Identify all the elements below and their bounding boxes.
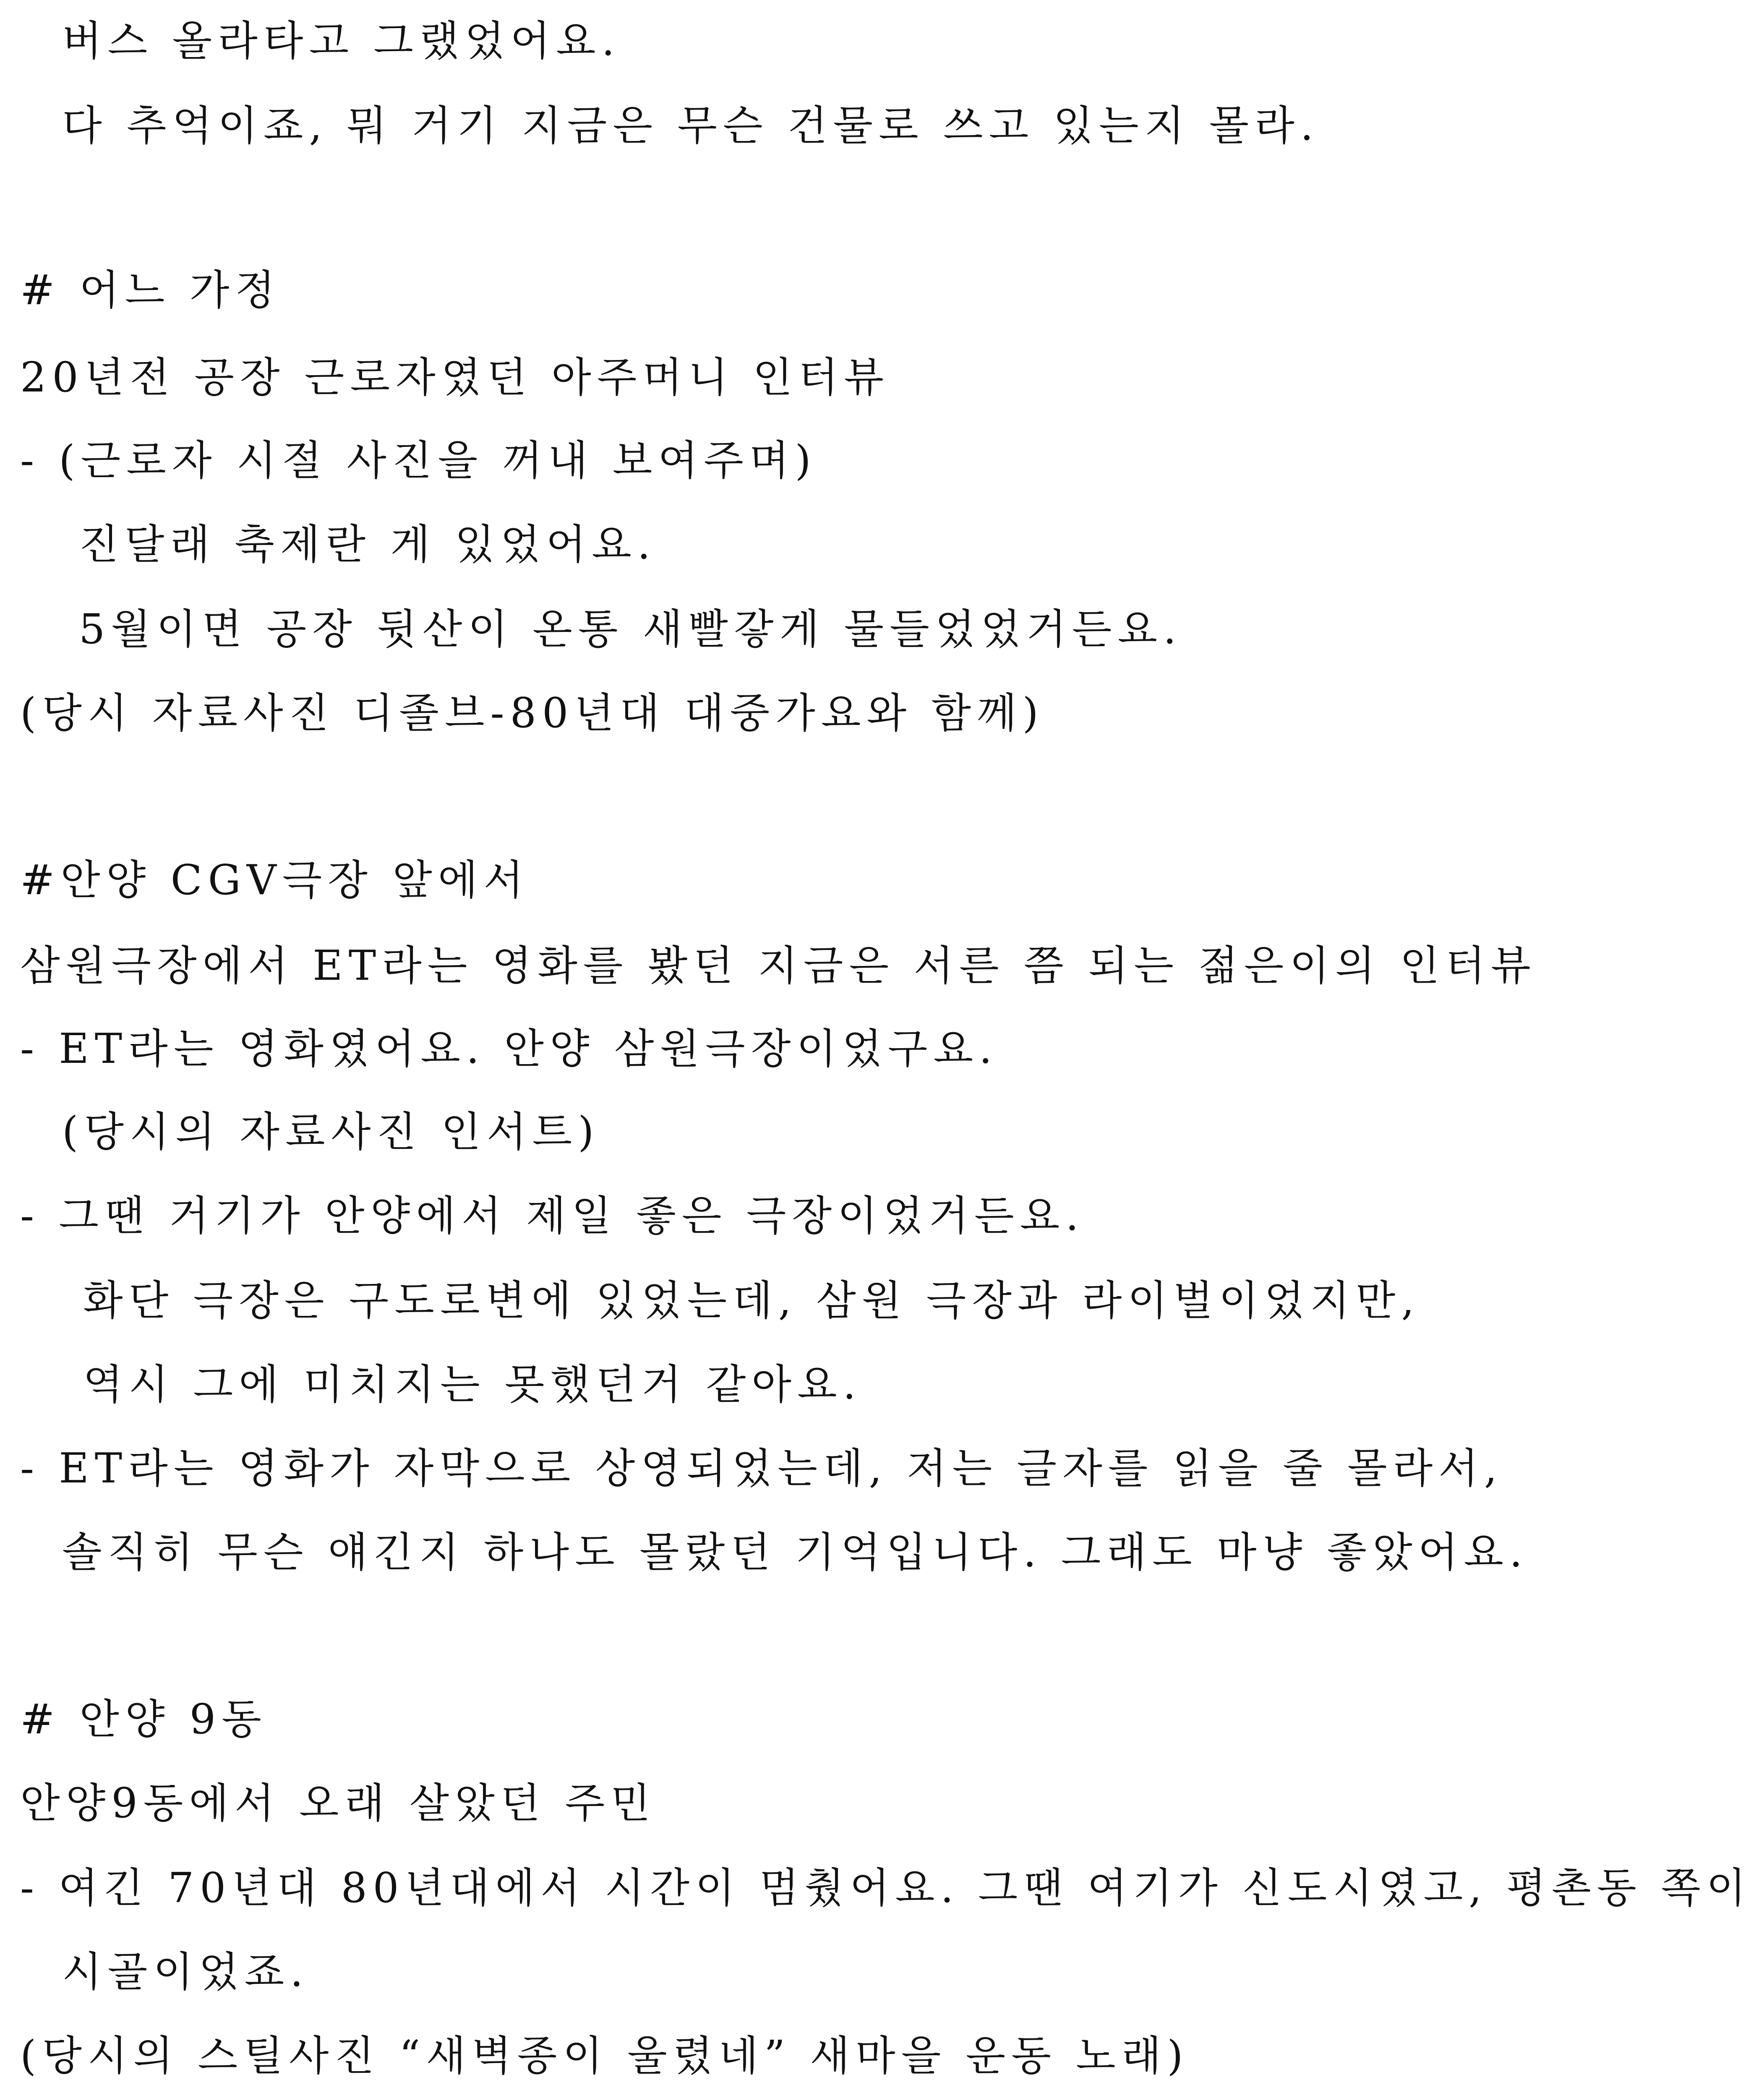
text-line: - 그땐 거기가 안양에서 제일 좋은 극장이었거든요. xyxy=(20,1192,1085,1240)
text-line: 삼원극장에서 ET라는 영화를 봤던 지금은 서른 쯤 되는 젊은이의 인터뷰 xyxy=(20,942,1537,990)
text-line: 버스 올라타고 그랬었어요. xyxy=(62,17,621,65)
section-heading: #안양 CGV극장 앞에서 xyxy=(20,856,530,904)
text-line: 5월이면 공장 뒷산이 온통 새빨갛게 물들었었거든요. xyxy=(79,605,1182,653)
text-line: 진달래 축제란 게 있었어요. xyxy=(79,521,656,569)
text-line: 솔직히 무슨 얘긴지 하나도 몰랐던 기억입니다. 그래도 마냥 좋았어요. xyxy=(62,1529,1529,1576)
text-line: - 여긴 70년대 80년대에서 시간이 멈췄어요. 그땐 여기가 신도시였고, 평촌동 쪽이 xyxy=(20,1864,1752,1912)
text-line: (당시 자료사진 디졸브-80년대 대중가요와 함께) xyxy=(20,689,1044,737)
section-heading: # 안양 9동 xyxy=(20,1696,267,1743)
text-line: 화단 극장은 구도로변에 있었는데, 삼원 극장과 라이벌이었지만, xyxy=(83,1277,1420,1325)
text-line: (당시의 자료사진 인서트) xyxy=(62,1108,600,1156)
text-line: - (근로자 시절 사진을 꺼내 보여주며) xyxy=(20,437,817,485)
text-line: (당시의 스틸사진 “새벽종이 울렸네” 새마을 운동 노래) xyxy=(20,2032,1189,2080)
text-line: - ET라는 영화였어요. 안양 삼원극장이었구요. xyxy=(20,1025,998,1073)
text-line: 안양9동에서 오래 살았던 주민 xyxy=(20,1780,656,1827)
text-line: - ET라는 영화가 자막으로 상영되었는데, 저는 글자를 읽을 줄 몰라서, xyxy=(20,1445,1503,1493)
text-line: 다 추억이죠, 뭐 거기 지금은 무슨 건물로 쓰고 있는지 몰라. xyxy=(62,102,1320,150)
text-line: 20년전 공장 근로자였던 아주머니 인터뷰 xyxy=(20,354,890,402)
text-line: 역시 그에 미치지는 못했던거 같아요. xyxy=(83,1361,862,1409)
section-heading: # 어느 가정 xyxy=(20,266,281,314)
text-line: 시골이었죠. xyxy=(62,1948,309,1996)
